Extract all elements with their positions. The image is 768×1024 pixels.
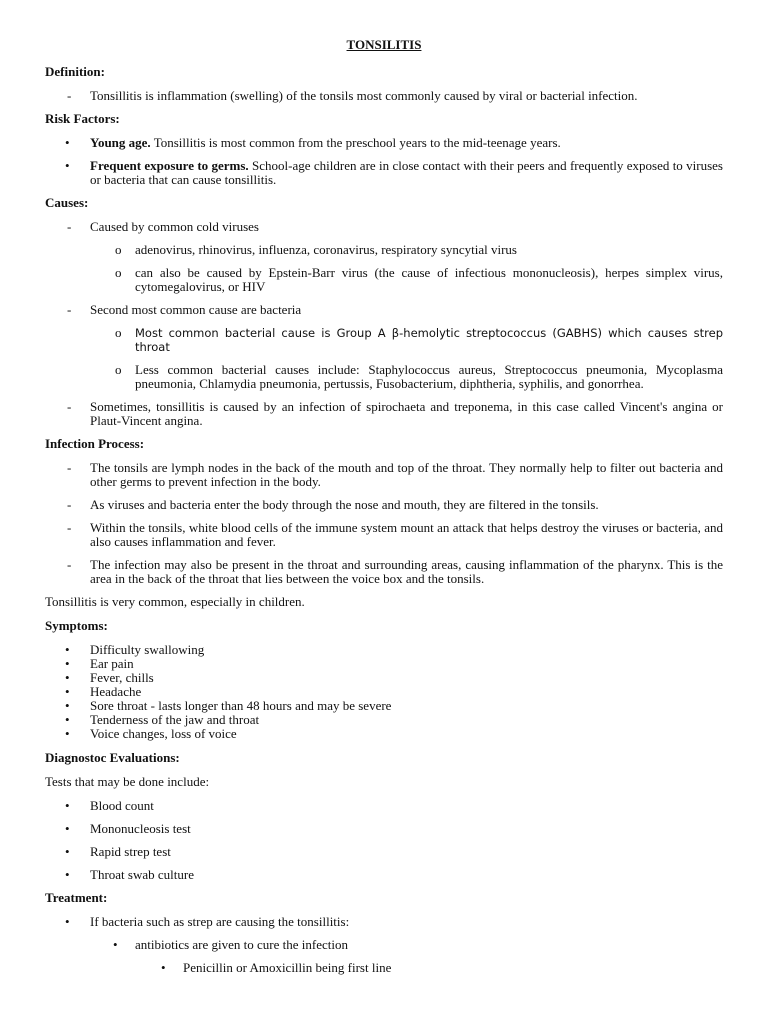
risk-factor-text: School-age children are in close contact with their peers and frequently exposed to viruses or bacteria that can cause tonsillitis. (90, 158, 723, 187)
list-item (45, 220, 723, 234)
infection-process-heading: Infection Process: (45, 436, 145, 451)
symptom-text: Voice changes, loss of voice (90, 726, 237, 741)
list-item (45, 243, 723, 257)
list-item (45, 303, 723, 317)
list-item (45, 657, 723, 671)
list-item (45, 685, 723, 699)
infection-note: Tonsillitis is very common, especially in children. (45, 594, 305, 609)
diagnostic-list (45, 799, 723, 882)
symptoms-list (45, 643, 723, 741)
list-item (45, 868, 723, 882)
circle-marker: o (115, 265, 122, 280)
list-item (45, 915, 723, 929)
bullet-marker: • (65, 712, 70, 727)
symptoms-heading: Symptoms: (45, 618, 108, 633)
cause-text: Caused by common cold viruses (90, 219, 259, 234)
list-item (45, 727, 723, 741)
bullet-marker: • (65, 642, 70, 657)
document-page (45, 38, 723, 984)
list-item (45, 400, 723, 428)
dash-marker: - (67, 88, 72, 103)
cause-text: Sometimes, tonsillitis is caused by an infection of spirochaeta and treponema, in this case called Vincent's angina or Plaut-Vincent angina. (90, 399, 723, 428)
test-text: Blood count (90, 798, 154, 813)
list-item (45, 136, 723, 150)
test-text: Throat swab culture (90, 867, 194, 882)
sub-list-container (45, 326, 723, 391)
bacterial-causes-sublist (45, 326, 723, 391)
list-item (45, 363, 723, 391)
treatment-sub-text: antibiotics are given to cure the infection (135, 937, 348, 952)
definition-list (45, 89, 723, 103)
bullet-marker: • (65, 656, 70, 671)
risk-factor-text: Tonsillitis is most common from the preschool years to the mid-teenage years. (150, 135, 561, 150)
definition-text: Tonsillitis is inflammation (swelling) of the tonsils most commonly caused by viral or bacterial infection. (90, 88, 638, 103)
diagnostic-intro: Tests that may be done include: (45, 774, 210, 789)
treatment-sub-sub-text: Penicillin or Amoxicillin being first line (183, 960, 392, 975)
symptom-text: Sore throat - lasts longer than 48 hours and may be severe (90, 698, 392, 713)
bullet-marker: • (65, 798, 70, 813)
dash-marker: - (67, 460, 72, 475)
bullet-marker: • (161, 960, 166, 975)
symptom-text: Tenderness of the jaw and throat (90, 712, 260, 727)
bullet-marker: • (65, 726, 70, 741)
infection-process-list (45, 461, 723, 586)
bullet-marker: • (65, 914, 70, 929)
treatment-text: If bacteria such as strep are causing the tonsillitis: (90, 914, 350, 929)
risk-factor-term: Frequent exposure to germs. (90, 158, 249, 173)
list-item (45, 498, 723, 512)
bullet-marker: • (65, 867, 70, 882)
list-item (45, 961, 723, 975)
symptom-text: Difficulty swallowing (90, 642, 205, 657)
risk-factor-term: Young age. (90, 135, 151, 150)
list-item (45, 461, 723, 489)
process-text: Within the tonsils, white blood cells of the immune system mount an attack that helps destroy the viruses or bacteria, and also causes inflammation and fever. (90, 520, 723, 549)
list-item (45, 521, 723, 549)
cause-text: Second most common cause are bacteria (90, 302, 302, 317)
list-item (45, 713, 723, 727)
test-text: Mononucleosis test (90, 821, 191, 836)
bullet-marker: • (65, 844, 70, 859)
list-item (45, 671, 723, 685)
list-item (45, 799, 723, 813)
dash-marker: - (67, 557, 72, 572)
risk-factors-list (45, 136, 723, 187)
dash-marker: - (67, 520, 72, 535)
dash-marker: - (67, 219, 72, 234)
bullet-marker: • (65, 670, 70, 685)
sub-list-container (45, 243, 723, 294)
symptom-text: Headache (90, 684, 142, 699)
list-item (45, 266, 723, 294)
circle-marker: o (115, 242, 122, 257)
list-item (45, 326, 723, 354)
circle-marker: o (115, 325, 122, 340)
list-item (45, 822, 723, 836)
symptom-text: Fever, chills (90, 670, 154, 685)
risk-factors-heading: Risk Factors: (45, 111, 120, 126)
bullet-marker: • (113, 937, 118, 952)
bullet-marker: • (65, 698, 70, 713)
process-text: As viruses and bacteria enter the body through the nose and mouth, they are filtered in the tonsils. (90, 497, 599, 512)
causes-heading: Causes: (45, 195, 89, 210)
bullet-marker: • (65, 684, 70, 699)
process-text: The infection may also be present in the throat and surrounding areas, causing inflammation of the pharynx. This is the area in the back of the throat that lies between the voice box and the tonsils. (90, 557, 723, 586)
sub-cause-text: Less common bacterial causes include: Staphylococcus aureus, Streptococcus pneumonia, Mycoplasma pneumonia, Chlamydia pneumonia, pertussis, Fusobacterium, diphtheria, syphilis, and gonorrhea. (135, 362, 723, 391)
bullet-marker: • (65, 158, 70, 173)
list-item (45, 643, 723, 657)
dash-marker: - (67, 302, 72, 317)
dash-marker: - (67, 399, 72, 414)
causes-list (45, 220, 723, 428)
list-item (45, 699, 723, 713)
sub-cause-text: adenovirus, rhinovirus, influenza, coronavirus, respiratory syncytial virus (135, 242, 517, 257)
list-item (45, 159, 723, 187)
viral-causes-sublist (45, 243, 723, 294)
symptom-text: Ear pain (90, 656, 134, 671)
diagnostic-heading: Diagnostoc Evaluations: (45, 750, 180, 765)
test-text: Rapid strep test (90, 844, 171, 859)
list-item (45, 845, 723, 859)
treatment-heading: Treatment: (45, 890, 108, 905)
bullet-marker: • (65, 821, 70, 836)
list-item (45, 89, 723, 103)
dash-marker: - (67, 497, 72, 512)
sub-cause-text: can also be caused by Epstein-Barr virus (the cause of infectious mononucleosis), herpes simplex virus, cytomegalovirus, or HIV (135, 265, 723, 294)
list-item (45, 558, 723, 586)
definition-heading: Definition: (45, 64, 105, 79)
list-item (45, 938, 723, 952)
sub-cause-text: Most common bacterial cause is Group A β-hemolytic streptococcus (GABHS) which causes strep throat (135, 326, 723, 354)
circle-marker: o (115, 362, 122, 377)
page-title: TONSILITIS (346, 37, 422, 52)
bullet-marker: • (65, 135, 70, 150)
process-text: The tonsils are lymph nodes in the back of the mouth and top of the throat. They normally help to filter out bacteria and other germs to prevent infection in the body. (90, 460, 723, 489)
treatment-list (45, 915, 723, 975)
